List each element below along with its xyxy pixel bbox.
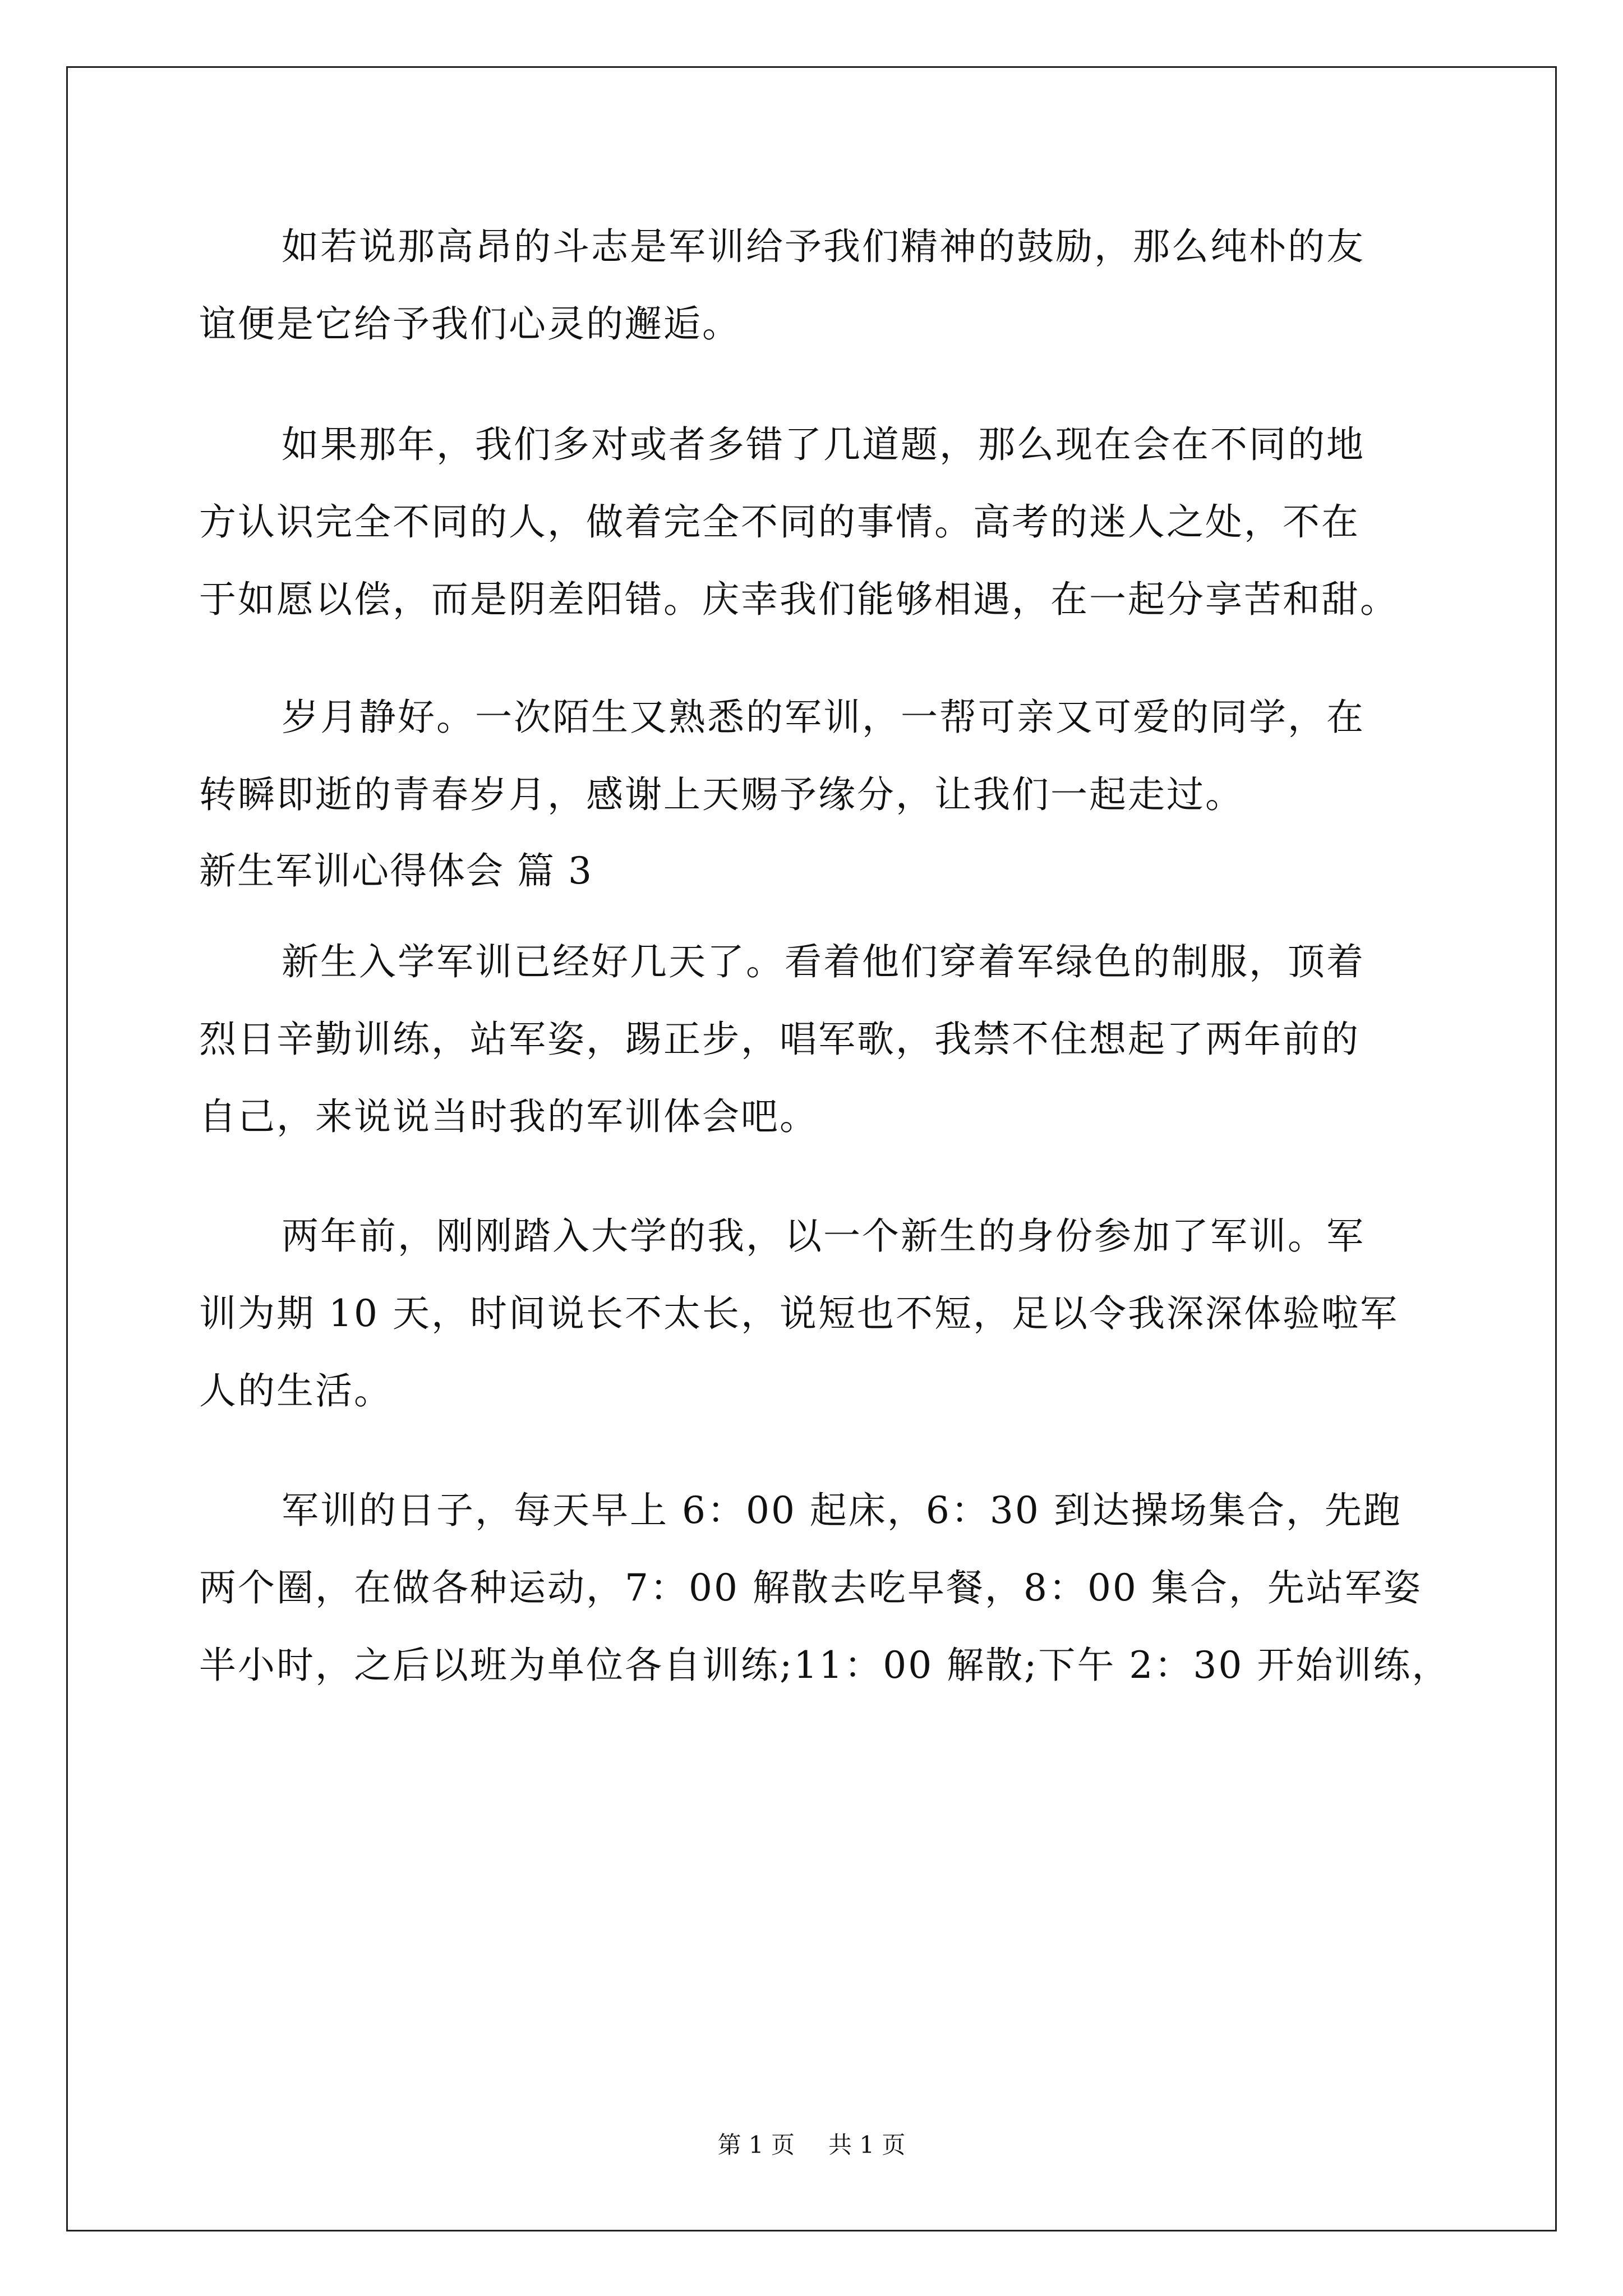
page-number-current: 第 1 页 <box>717 2131 795 2159</box>
paragraph-6-line-1: 军训的日子，每天早上 6：00 起床，6：30 到达操场集合，先跑 <box>282 1489 1402 1532</box>
paragraph-3-line-2: 转瞬即逝的青春岁月，感谢上天赐予缘分，让我们一起走过。 <box>199 773 1244 816</box>
page-border <box>66 66 1557 2231</box>
paragraph-4-line-1: 新生入学军训已经好几天了。看着他们穿着军绿色的制服，顶着 <box>282 940 1365 983</box>
paragraph-1-line-2: 谊便是它给予我们心灵的邂逅。 <box>199 302 741 346</box>
paragraph-1-line-1: 如若说那高昂的斗志是军训给予我们精神的鼓励，那么纯朴的友 <box>282 225 1365 268</box>
paragraph-5-line-1: 两年前，刚刚踏入大学的我，以一个新生的身份参加了军训。军 <box>282 1214 1365 1258</box>
paragraph-5-line-3: 人的生活。 <box>199 1369 393 1412</box>
paragraph-6-line-2: 两个圈，在做各种运动，7：00 解散去吃早餐，8：00 集合，先站军姿 <box>199 1566 1422 1609</box>
page-number-total: 共 1 页 <box>828 2131 906 2159</box>
paragraph-6-line-3: 半小时，之后以班为单位各自训练;11：00 解散;下午 2：30 开始训练， <box>199 1644 1451 1687</box>
paragraph-3-line-1: 岁月静好。一次陌生又熟悉的军训，一帮可亲又可爱的同学，在 <box>282 696 1365 739</box>
paragraph-2-line-3: 于如愿以偿，而是阴差阳错。庆幸我们能够相遇，在一起分享苦和甜。 <box>199 578 1399 621</box>
paragraph-5-line-2: 训为期 10 天，时间说长不太长，说短也不短，足以令我深深体验啦军 <box>199 1292 1399 1335</box>
section-heading: 新生军训心得体会 篇 3 <box>199 849 593 892</box>
paragraph-2-line-1: 如果那年，我们多对或者多错了几道题，那么现在会在不同的地 <box>282 423 1365 466</box>
paragraph-4-line-3: 自己，来说说当时我的军训体会吧。 <box>199 1095 818 1138</box>
paragraph-2-line-2: 方认识完全不同的人，做着完全不同的事情。高考的迷人之处，不在 <box>199 500 1360 544</box>
paragraph-4-line-2: 烈日辛勤训练，站军姿，踢正步，唱军歌，我禁不住想起了两年前的 <box>199 1018 1360 1061</box>
page-footer <box>0 2129 1623 2161</box>
